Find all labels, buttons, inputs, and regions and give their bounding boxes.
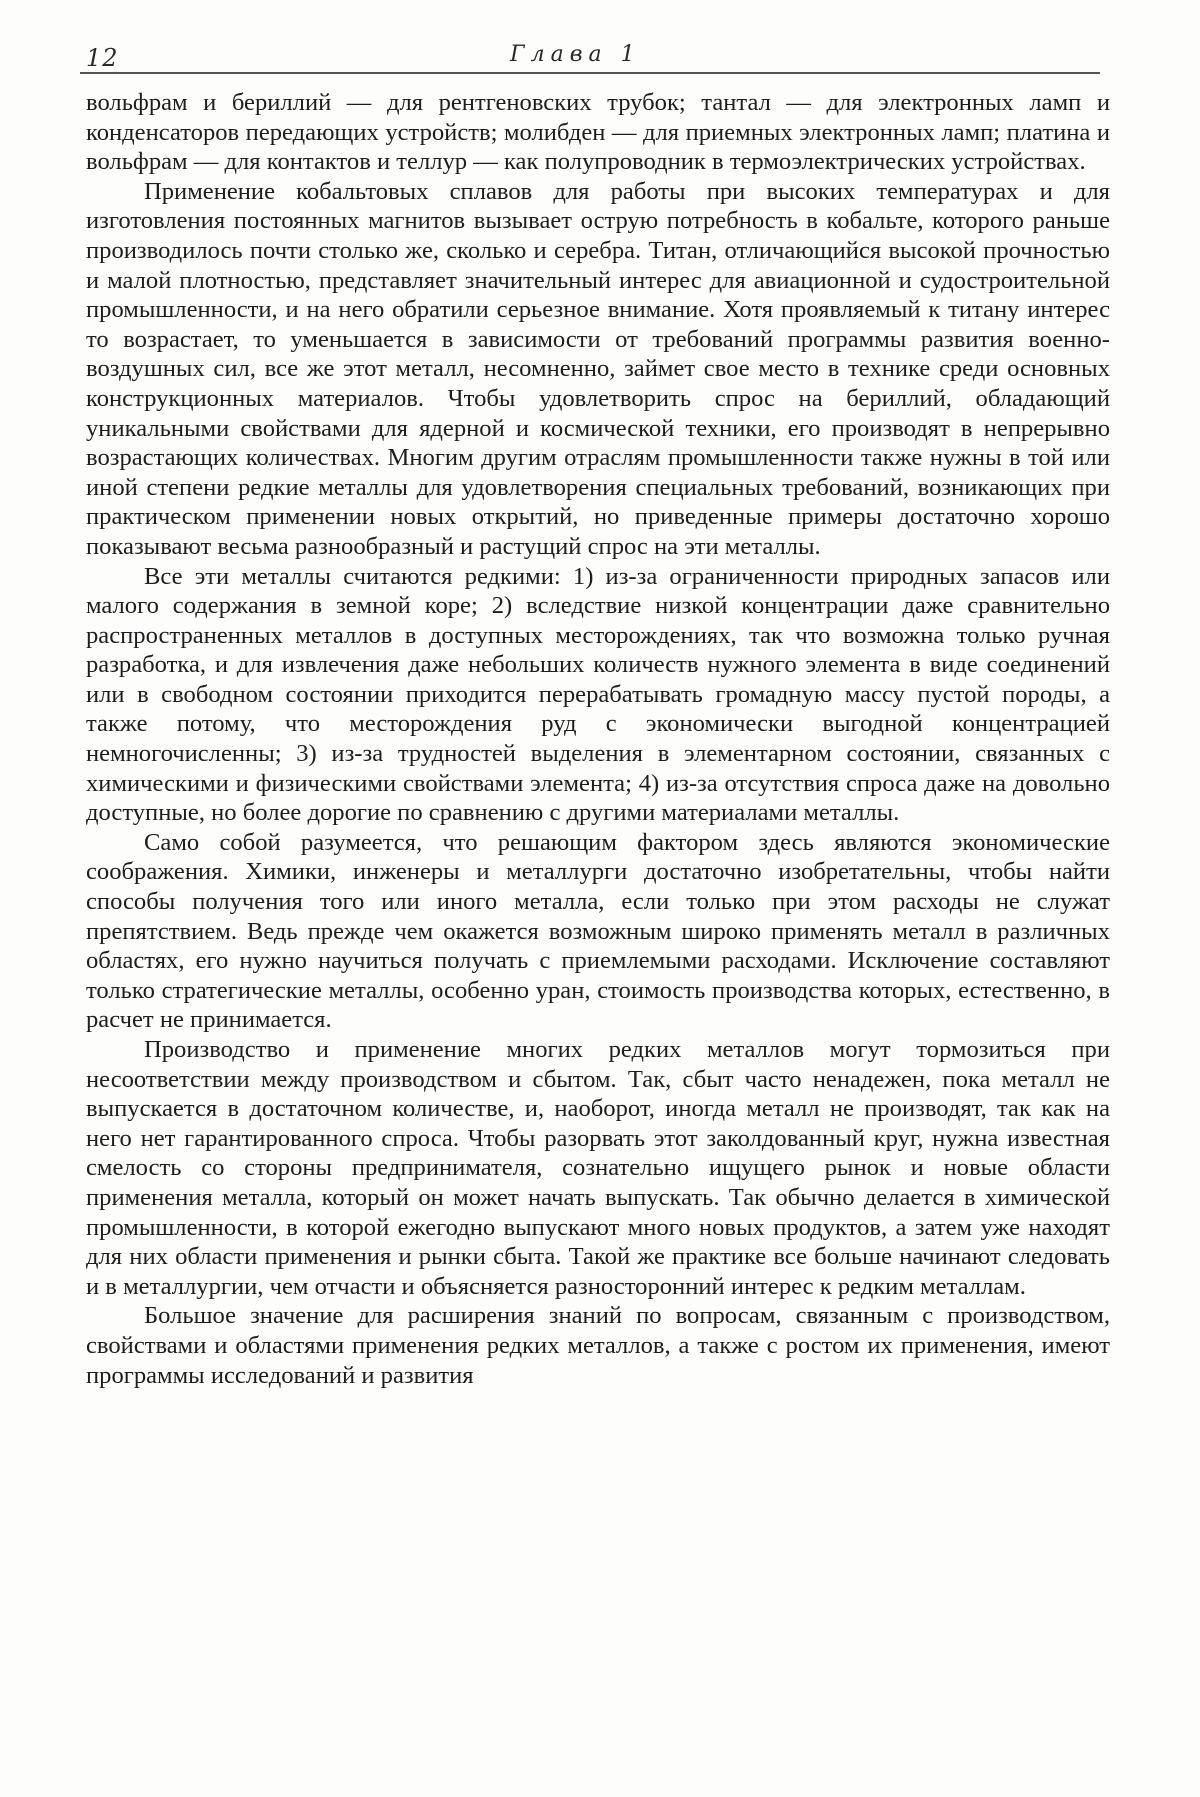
paragraph: Большое значение для расширения знаний по вопросам, связанным с производством, свойствами и областями применения редких металлов, а также с ростом их применения, имеют программы исследований и развития: [86, 1302, 1110, 1389]
paragraph: Производство и применение многих редких металлов могут тормозиться при несоответствии между производством и сбытом. Так, сбыт часто ненадежен, пока металл не выпускается в достаточном количестве, и, наоборот, иногда металл не производят, так как на него нет гарантированного спроса. Чтобы разорвать этот заколдованный круг, нужна известная смелость со стороны предпринимателя, сознательно ищущего рынок и новые области применения металла, который он может начать выпускать. Так обычно делается в химической промышленности, в которой ежегодно выпускают много новых продуктов, а затем уже находят для них области применения и рынки сбыта. Такой же практике все больше начинают следовать и в металлургии, чем отчасти и объясняется разносторонний интерес к редким металлам.: [86, 1036, 1110, 1300]
running-header: [80, 38, 1100, 74]
chapter-title: Глава 1: [510, 42, 641, 67]
paragraph: Само собой разумеется, что решающим фактором здесь являются экономические соображения. Химики, инженеры и металлурги достаточно изобретательны, чтобы найти способы получения того или иного металла, если только при этом расходы не служат препятствием. Ведь прежде чем окажется возможным широко применять металл в различных областях, его нужно научиться получать с приемлемыми расходами. Исключение составляют только стратегические металлы, особенно уран, стоимость производства которых, естественно, в расчет не принимается.: [86, 828, 1110, 1034]
paragraph: Применение кобальтовых сплавов для работы при высоких температурах и для изготовления постоянных магнитов вызывает острую потребность в кобальте, которого раньше производилось почти столько же, сколько и серебра. Титан, отличающийся высокой прочностью и малой плотностью, представляет значительный интерес для авиационной и судостроительной промышленности, и на него обратили серьезное внимание. Хотя проявляемый к титану интерес то возрастает, то уменьшается в зависимости от требований программы развития военно-воздушных сил, все же этот металл, несомненно, займет свое место в технике среди основных конструкционных материалов. Чтобы удовлетворить спрос на бериллий, обладающий уникальными свойствами для ядерной и космической техники, его производят в непрерывно возрастающих количествах. Многим другим отраслям промышленности также нужны в той или иной степени редкие металлы для удовлетворения специальных требований, возникающих при практическом применении новых открытий, но приведенные примеры достаточно хорошо показывают весьма разнообразный и растущий спрос на эти металлы.: [86, 177, 1110, 560]
paragraph-continuation: вольфрам и бериллий — для рентгеновских трубок; тантал — для электронных ламп и конденсаторов передающих устройств; молибден — для приемных электронных ламп; платина и вольфрам — для контактов и теллур — как полупроводник в термоэлектрических устройствах.: [86, 89, 1110, 176]
body-text: [86, 88, 1110, 1390]
page-number: 12: [86, 44, 119, 72]
paragraph: Все эти металлы считаются редкими: 1) из-за ограниченности природных запасов или малого содержания в земной коре; 2) вследствие низкой концентрации даже сравнительно распространенных металлов в доступных месторождениях, так что возможна только ручная разработка, и для извлечения даже небольших количеств нужного элемента в виде соединений или в свободном состоянии приходится перерабатывать громадную массу пустой породы, а также потому, что месторождения руд с экономически выгодной концентрацией немногочисленны; 3) из-за трудностей выделения в элементарном состоянии, связанных с химическими и физическими свойствами элемента; 4) из-за отсутствия спроса даже на довольно доступные, но более дорогие по сравнению с другими материалами металлы.: [86, 562, 1110, 827]
